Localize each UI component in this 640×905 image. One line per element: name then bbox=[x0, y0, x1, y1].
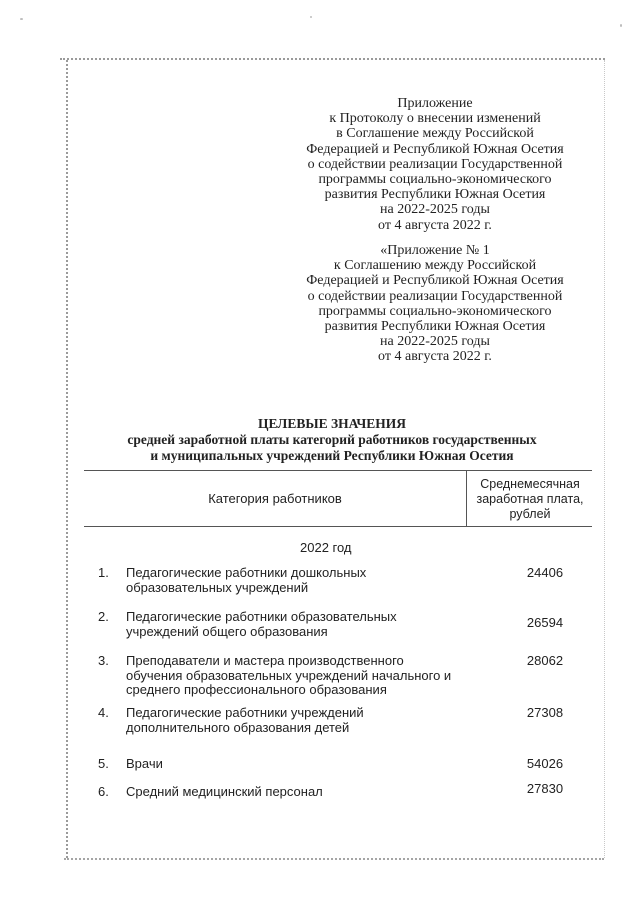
row-number: 5. bbox=[98, 756, 109, 771]
row-value: 28062 bbox=[526, 653, 564, 668]
row-category bbox=[126, 785, 476, 800]
row-category-line: учреждений общего образования bbox=[126, 623, 328, 639]
appendix-line: к Протоколу о внесении изменений bbox=[329, 111, 541, 127]
appendix-quoted-note bbox=[290, 243, 580, 365]
row-category-line: Педагогические работники дошкольных bbox=[126, 565, 367, 580]
appendix-note bbox=[290, 96, 580, 233]
row-category-line: Врачи bbox=[126, 756, 163, 771]
header-salary-line: Среднемесячная bbox=[480, 477, 580, 491]
row-number: 4. bbox=[98, 705, 109, 720]
row-category bbox=[126, 757, 476, 772]
row-number: 3. bbox=[98, 653, 109, 668]
row-category-line: дополнительного образования детей bbox=[126, 719, 350, 735]
appendix-quoted-line: о содействии реализации Государственной bbox=[307, 288, 563, 304]
title-subheading: и муниципальных учреждений Республики Южная Осетия bbox=[150, 448, 514, 463]
appendix-quoted-line: программы социально-экономического bbox=[318, 303, 552, 319]
header-salary-line: заработная плата, bbox=[476, 492, 584, 506]
scan-speck bbox=[310, 16, 312, 18]
row-number: 2. bbox=[98, 609, 109, 624]
row-category-line: обучения образовательных учреждений начального и bbox=[126, 667, 452, 683]
row-value: 27308 bbox=[526, 705, 564, 720]
year-label: 2022 год bbox=[300, 540, 352, 555]
row-category-line: среднего профессионального образования bbox=[126, 682, 387, 697]
scan-border-bottom bbox=[64, 858, 604, 860]
appendix-line: программы социально-экономического bbox=[318, 172, 552, 188]
appendix-quoted-line: к Соглашению между Российской bbox=[333, 258, 537, 274]
header-salary bbox=[468, 477, 592, 522]
header-salary-line: рублей bbox=[509, 507, 551, 521]
appendix-line: Федерацией и Республикой Южная Осетия bbox=[306, 141, 564, 157]
row-value: 26594 bbox=[526, 615, 564, 630]
row-category bbox=[126, 706, 476, 735]
header-category: Категория работников bbox=[208, 491, 342, 506]
row-number: 6. bbox=[98, 784, 109, 799]
scan-speck bbox=[20, 18, 23, 20]
row-value: 54026 bbox=[526, 756, 564, 771]
row-category bbox=[126, 654, 476, 698]
appendix-quoted-line: на 2022-2025 годы bbox=[380, 334, 490, 350]
table-column-separator bbox=[466, 471, 467, 526]
appendix-quoted-line: развития Республики Южная Осетия bbox=[324, 319, 546, 335]
row-category bbox=[126, 566, 476, 595]
appendix-line: от 4 августа 2022 г. bbox=[378, 217, 492, 233]
appendix-quoted-line: Федерацией и Республикой Южная Осетия bbox=[306, 273, 564, 289]
appendix-line: Приложение bbox=[397, 96, 473, 111]
scan-border-right bbox=[604, 60, 605, 858]
scan-border-top bbox=[60, 58, 605, 60]
row-category-line: Преподаватели и мастера производственного bbox=[126, 653, 404, 668]
appendix-quoted-line: от 4 августа 2022 г. bbox=[378, 349, 492, 365]
table-header-rule bbox=[84, 526, 592, 527]
row-number: 1. bbox=[98, 565, 109, 580]
table-top-rule bbox=[84, 470, 592, 471]
title-heading: ЦЕЛЕВЫЕ ЗНАЧЕНИЯ bbox=[257, 416, 407, 431]
appendix-quoted-line: «Приложение № 1 bbox=[380, 243, 490, 258]
row-category-line: Педагогические работники учреждений bbox=[126, 705, 364, 720]
row-value: 27830 bbox=[526, 781, 564, 796]
scan-speck bbox=[620, 24, 622, 27]
appendix-line: о содействии реализации Государственной bbox=[307, 156, 563, 172]
row-category-line: образовательных учреждений bbox=[126, 579, 309, 595]
appendix-line: в Соглашение между Российской bbox=[336, 126, 534, 142]
row-category-line: Средний медицинский персонал bbox=[126, 784, 323, 799]
document-title bbox=[82, 416, 582, 464]
scan-border-left bbox=[66, 60, 68, 858]
title-subheading: средней заработной платы категорий работников государственных bbox=[127, 432, 537, 447]
appendix-line: развития Республики Южная Осетия bbox=[324, 187, 546, 203]
row-category bbox=[126, 610, 476, 639]
appendix-line: на 2022-2025 годы bbox=[380, 202, 490, 218]
row-value: 24406 bbox=[526, 565, 564, 580]
row-category-line: Педагогические работники образовательных bbox=[126, 609, 397, 624]
